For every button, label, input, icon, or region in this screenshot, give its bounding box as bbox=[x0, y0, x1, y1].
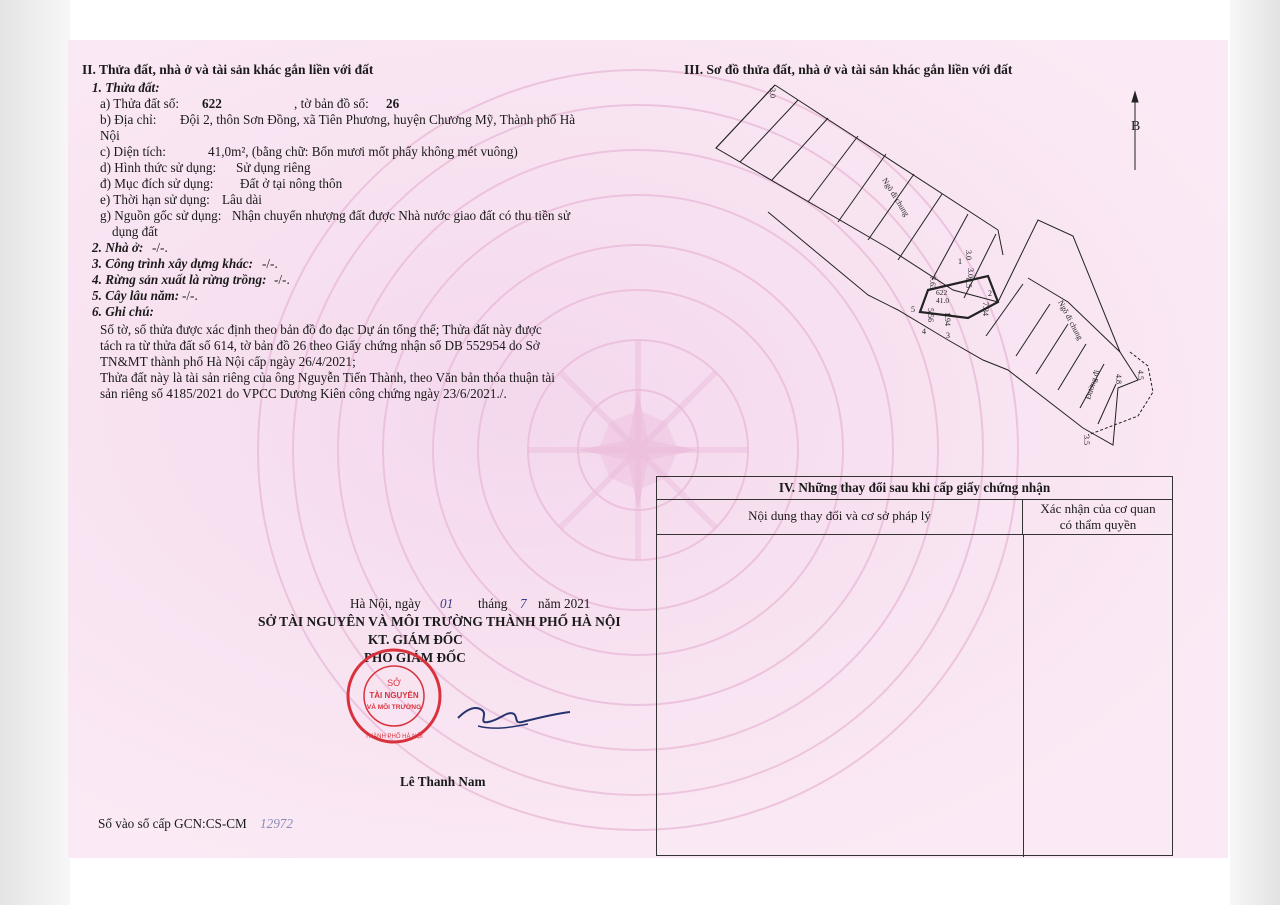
north-arrow-head bbox=[1132, 92, 1138, 102]
scan-margin-right bbox=[1230, 0, 1280, 905]
notes-label: 6. Ghi chú: bbox=[92, 304, 154, 319]
col-confirm-line1: Xác nhận của cơ quan bbox=[1040, 501, 1156, 516]
area-label: c) Diện tích: bbox=[100, 144, 166, 159]
signer-role-2: PHÓ GIÁM ĐỐC bbox=[364, 650, 466, 665]
stamp-text-top: SỞ bbox=[387, 678, 401, 688]
note-line-5: sản riêng số 4185/2021 do VPCC Dương Kiên công chứng ngày 23/6/2021./. bbox=[100, 386, 507, 401]
section2-heading: II. Thửa đất, nhà ở và tài sản khác gắn liền với đất bbox=[82, 62, 374, 77]
col-content-header: Nội dung thay đổi và cơ sở pháp lý bbox=[657, 499, 1023, 535]
address-line1: Đội 2, thôn Sơn Đồng, xã Tiên Phương, huyện Chương Mỹ, Thành phố Hà bbox=[180, 112, 576, 127]
perennial-trees-label: 5. Cây lâu năm: bbox=[92, 288, 180, 303]
address-label: b) Địa chỉ: bbox=[100, 112, 157, 127]
registry-label: Số vào sổ cấp GCN:CS-CM bbox=[98, 816, 247, 831]
stamp-text-mid2: VÀ MÔI TRƯỜNG bbox=[366, 704, 422, 711]
dim-mid: 8.5 bbox=[964, 278, 973, 288]
dim-bottom-a: 5.56 bbox=[926, 308, 935, 322]
date-day: 01 bbox=[440, 596, 454, 611]
road-common-1-label: Ngõ đi chung bbox=[880, 176, 912, 219]
parcel-number: 622 bbox=[202, 96, 222, 111]
origin-label: g) Nguồn gốc sử dụng: bbox=[100, 208, 222, 223]
house-value: -/-. bbox=[152, 240, 168, 255]
dim-top: 3.0 bbox=[964, 250, 973, 260]
point-1: 1 bbox=[958, 257, 962, 266]
point-2: 2 bbox=[988, 289, 992, 298]
origin-line1: Nhận chuyển nhượng đất được Nhà nước giao đất có thu tiền sử bbox=[232, 208, 571, 223]
road-common-2-label: Ngõ đi chung bbox=[1056, 298, 1085, 342]
stamp-ring-text: THÀNH PHỐ HÀ NỘI bbox=[365, 734, 423, 740]
certificate-paper bbox=[68, 40, 1228, 858]
parcel-number-label: 622 bbox=[936, 288, 948, 297]
dim-corner-top-left: 3.0 bbox=[768, 88, 777, 98]
house-label: 2. Nhà ở: bbox=[92, 240, 144, 255]
note-line-4: Thửa đất này là tài sản riêng của ông Nguyễn Tiến Thành, theo Văn bản thỏa thuận tài bbox=[100, 370, 555, 385]
road-label: Đường đi bbox=[1083, 368, 1102, 401]
origin-line2: dụng đất bbox=[112, 224, 158, 239]
term-label: e) Thời hạn sử dụng: bbox=[100, 192, 210, 207]
map-number: 26 bbox=[386, 96, 400, 111]
col-confirm-line2: có thẩm quyền bbox=[1059, 517, 1137, 532]
note-line-3: TN&MT thành phố Hà Nội cấp ngày 26/4/2021; bbox=[100, 354, 356, 369]
section4-heading: IV. Những thay đổi sau khi cấp giấy chứng nhận bbox=[657, 477, 1172, 500]
production-forest-label: 4. Rừng sản xuất là rừng trồng: bbox=[92, 272, 267, 287]
section3-heading: III. Sơ đồ thửa đất, nhà ở và tài sản khác gắn liền với đất bbox=[684, 62, 1013, 77]
term-value: Lâu dài bbox=[222, 192, 262, 207]
parcel-area-label: 41.0 bbox=[936, 296, 950, 305]
dim-left: 7.63 bbox=[928, 276, 937, 290]
signer-role-1: KT. GIÁM ĐỐC bbox=[368, 632, 463, 647]
dim-road-bottom: 3.5 bbox=[1082, 435, 1091, 445]
purpose-value: Đất ở tại nông thôn bbox=[240, 176, 343, 191]
note-line-2: tách ra từ thửa đất số 614, tờ bản đồ 26 theo Giấy chứng nhận số DB 552954 do Sở bbox=[100, 338, 540, 353]
road-edge bbox=[1088, 352, 1153, 435]
purpose-label: đ) Mục đích sử dụng: bbox=[100, 176, 214, 191]
date-month: 7 bbox=[520, 596, 527, 611]
month-label: tháng bbox=[478, 596, 508, 611]
col-confirm-header bbox=[1023, 499, 1173, 535]
area-value: 41,0m², (bằng chữ: Bốn mươi mốt phẩy không mét vuông) bbox=[208, 144, 518, 159]
map-label: , tờ bản đồ số: bbox=[294, 96, 369, 111]
north-label: B bbox=[1131, 119, 1141, 134]
address-line2: Nội bbox=[100, 128, 120, 143]
use-form-value: Sử dụng riêng bbox=[236, 160, 311, 175]
dim-road-right: 4.5 bbox=[1136, 370, 1145, 380]
parcel-label: a) Thửa đất số: bbox=[100, 96, 180, 111]
scan-margin-left bbox=[0, 0, 70, 905]
dim-right: 7.34 bbox=[981, 302, 990, 316]
stamp-text-mid1: TÀI NGUYÊN bbox=[369, 691, 419, 700]
handwritten-signature bbox=[448, 680, 578, 740]
signer-name: Lê Thanh Nam bbox=[400, 774, 486, 789]
registry-number: 12972 bbox=[260, 816, 293, 831]
red-seal-stamp bbox=[344, 646, 444, 746]
point-5: 5 bbox=[911, 305, 915, 314]
other-construction-value: -/-. bbox=[262, 256, 278, 271]
changes-table bbox=[656, 476, 1173, 856]
land-heading: 1. Thửa đất: bbox=[92, 80, 160, 95]
dim-right-top: 3.0 bbox=[966, 268, 975, 278]
dim-bottom-b: 1.94 bbox=[943, 312, 952, 326]
dim-road-mid: 4.8 bbox=[1114, 374, 1123, 384]
point-4: 4 bbox=[922, 327, 926, 336]
other-construction-label: 3. Công trình xây dựng khác: bbox=[92, 256, 254, 271]
issuing-org: SỞ TÀI NGUYÊN VÀ MÔI TRƯỜNG THÀNH PHỐ HÀ NỘI bbox=[258, 614, 621, 629]
date-prefix: Hà Nội, ngày bbox=[350, 596, 421, 611]
perennial-trees-value: -/-. bbox=[182, 288, 198, 303]
production-forest-value: -/-. bbox=[274, 272, 290, 287]
upper-strip-road-edge bbox=[775, 85, 1003, 255]
year-label: năm 2021 bbox=[538, 596, 591, 611]
note-line-1: Số tờ, số thửa được xác định theo bản đồ đo đạc Dự án tổng thể; Thửa đất này được bbox=[100, 322, 542, 337]
use-form-label: d) Hình thức sử dụng: bbox=[100, 160, 217, 175]
column-divider bbox=[1023, 535, 1024, 857]
point-3: 3 bbox=[946, 331, 950, 340]
